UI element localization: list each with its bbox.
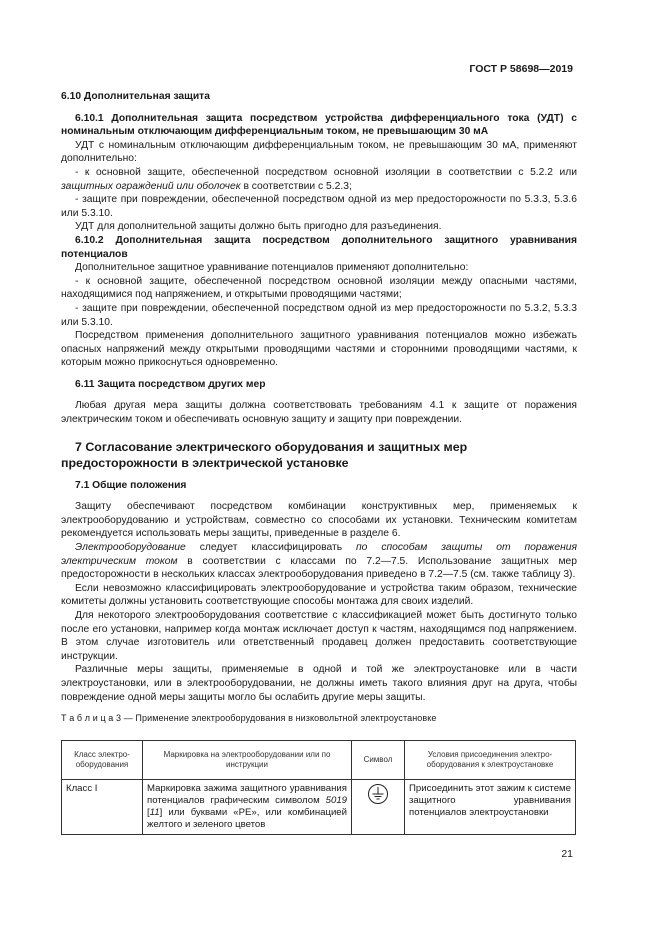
section-6-10-1-title: 6.10.1 Дополнительная защита посредством устройства дифференциального тока (УДТ) с номинальным отключающим дифференциальным током, не превышающим 30 мА <box>61 112 577 138</box>
paragraph: Любая другая мера защиты должна соответствовать требованиям 4.1 к защите от поражения электрическим током и обеспечивать основную защиту и защиту при повреждении. <box>61 400 577 426</box>
cell-symbol <box>352 779 405 834</box>
protective-earth-icon <box>367 783 389 805</box>
header-conditions: Условия присоединения электро-оборудования к электроустановке <box>405 740 576 779</box>
paragraph: Дополнительное защитное уравнивание потенциалов применяют дополнительно: <box>75 262 469 274</box>
table-3 <box>61 740 576 835</box>
header-class: Класс электро-оборудования <box>62 740 143 779</box>
paragraph: Различные меры защиты, применяемые в одной и той же электроустановке или в части электроустановки, или в электрооборудовании, не должны иметь такого влияния друг на друга, чтобы повреждение одной меры защиты могло бы ослабить другие меры защиты. <box>61 664 577 703</box>
paragraph: Если невозможно классифицировать электрооборудование и устройства таким образом, технические комитеты должны установить соответствующие способы монтажа для своих изделий. <box>61 582 577 608</box>
cell-class: Класс I <box>62 779 143 834</box>
paragraph: Защиту обеспечивают посредством комбинации конструктивных мер, применяемых к электрооборудованию и устройствам, совместно со способами их установки. Техническим комитетам рекомендуется использовать меры защиты, приведенные в разделе 6. <box>61 501 577 540</box>
page-number: 21 <box>561 848 573 860</box>
list-item: - защите при повреждении, обеспеченной посредством одной из мер предосторожности по 5.3.3, 5.3.6 или 5.3.10. <box>61 194 577 219</box>
page-content <box>61 90 577 835</box>
paragraph: УДТ для дополнительной защиты должно быть пригодно для разъединения. <box>75 221 442 233</box>
section-6-10-title: 6.10 Дополнительная защита <box>61 91 210 102</box>
paragraph: Электрооборудование следует классифицировать по способам защиты от поражения электрическим током в соответствии с классами по 7.2—7.5. Использование защитных мер предосторожности в нескольких классах электрооборудования приведено в 7.2—7.5 (см. также таблицу 3). <box>61 542 578 581</box>
cell-conditions: Присоединить этот зажим к системе защитного уравнивания потенциалов электроустановки <box>405 779 576 834</box>
paragraph: УДТ с номинальным отключающим дифференциальным током, не превышающим 30 мА, применяют дополнительно: <box>61 139 577 165</box>
standard-number: ГОСТ Р 58698—2019 <box>469 63 573 75</box>
header-marking: Маркировка на электрооборудовании или по инструкции <box>143 740 352 779</box>
table-header-row <box>62 740 576 779</box>
list-item: - защите при повреждении, обеспеченной посредством одной из мер предосторожности по 5.3.2, 5.3.3 или 5.3.10. <box>61 302 577 328</box>
cell-marking: Маркировка зажима защитного уравнивания потенциалов графическим символом 5019 [11] или буквами «PE», или комбинацией желтого и зеленого цветов <box>143 779 352 834</box>
section-6-10-2-title: 6.10.2 Дополнительная защита посредством дополнительного защитного уравнивания потенциалов <box>61 234 577 260</box>
section-7-title: 7 Согласование электрического оборудования и защитных мер предосторожности в электрической установке <box>61 439 468 470</box>
paragraph: Для некоторого электрооборудования соответствие с классификацией может быть достигнуто только после его установки, например когда монтаж исключает доступ к частям, находящимся под напряжением. В этом случае изготовитель или ответственный продавец должен предоставить соответствующие инструкции. <box>61 610 577 662</box>
section-6-11-title: 6.11 Защита посредством других мер <box>75 378 266 390</box>
table-caption: Т а б л и ц а 3 — Применение электрооборудования в низковольтной электроустановке <box>61 713 437 724</box>
header-symbol: Символ <box>352 740 405 779</box>
list-item: - к основной защите, обеспеченной посредством основной изоляции в соответствии с 5.2.2 или защитных ограждений или оболочек в соответствии с 5.2.3; <box>61 166 577 192</box>
list-item: - к основной защите, обеспеченной посредством основной изоляции между опасными частями, находящимися под напряжением, и открытыми проводящими частями; <box>61 275 577 301</box>
section-7-1-title: 7.1 Общие положения <box>75 479 187 491</box>
paragraph: Посредством применения дополнительного защитного уравнивания потенциалов можно избежать опасных напряжений между открытыми проводящими частями и сторонними проводящими частями, к которым можно прикоснуться одновременно. <box>61 330 577 369</box>
table-row <box>62 779 576 834</box>
